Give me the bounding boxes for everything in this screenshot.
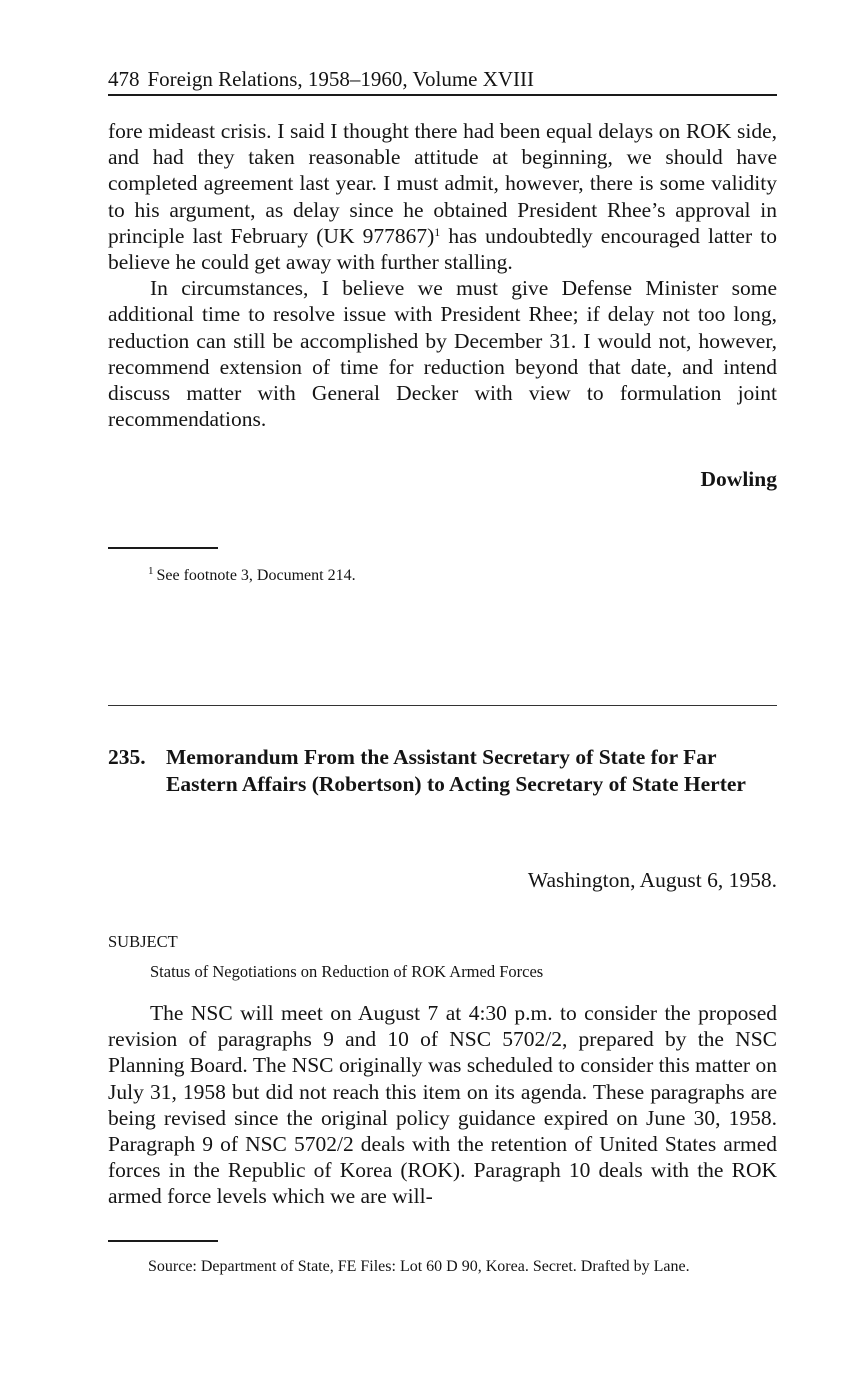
footnote	[148, 566, 356, 586]
memorandum-body	[108, 1000, 777, 1210]
footnote-marker: 1	[148, 565, 154, 577]
document-number: 235.	[108, 745, 146, 769]
footnote-reference: 1	[434, 224, 441, 239]
continued-paragraph-1: fore mideast crisis. I said I thought there had been equal delays on ROK side, and had they taken reasonable attitude at beginning, we should have completed agreement last year. I must admit, however, there is some validity to his argument, as delay since he obtained President Rhee’s approval in principle last February (UK 977867)$^1$ has undoubtedly encouraged latter to believe he could get away with further stalling.	[108, 119, 777, 275]
memorandum-paragraph: The NSC will meet on August 7 at 4:30 p.m. to consider the proposed revision of paragraphs 9 and 10 of NSC 5702/2, prepared by the NSC Planning Board. The NSC originally was scheduled to consider this matter on July 31, 1958 but did not reach this item on its agenda. These paragraphs are being revised since the original policy guidance expired on June 30, 1958. Paragraph 9 of NSC 5702/2 deals with the retention of United States armed forces in the Republic of Korea (ROK). Paragraph 10 deals with the ROK armed force levels which we are will-	[108, 1001, 777, 1209]
document-title: Memorandum From the Assistant Secretary of State for Far Eastern Affairs (Robertson) to Acting Secretary of State Herter	[166, 745, 746, 796]
footnote-text: See footnote 3, Document 214.	[156, 567, 356, 584]
page-number: 478	[108, 67, 140, 91]
volume-title: Foreign Relations, 1958–1960, Volume XVIII	[147, 67, 535, 91]
continued-text	[108, 118, 777, 432]
source-note-divider	[108, 1240, 218, 1242]
footnote-divider	[108, 547, 218, 549]
signature: Dowling	[700, 467, 777, 491]
subject-text: Status of Negotiations on Reduction of ROK Armed Forces	[150, 962, 544, 981]
subject-label: SUBJECT	[108, 932, 178, 951]
running-header	[108, 66, 777, 96]
source-note: Source: Department of State, FE Files: Lot 60 D 90, Korea. Secret. Drafted by Lane.	[148, 1258, 690, 1275]
dateline: Washington, August 6, 1958.	[527, 868, 777, 892]
section-divider	[108, 705, 777, 706]
document-heading	[108, 744, 777, 797]
continued-paragraph-2: In circumstances, I believe we must give Defense Minister some additional time to resolve issue with President Rhee; if delay not too long, reduction can still be accomplished by December 31. I would not, however, recommend extension of time for reduction beyond that date, and intend discuss matter with General Decker with view to formulation joint recommendations.	[108, 276, 777, 432]
